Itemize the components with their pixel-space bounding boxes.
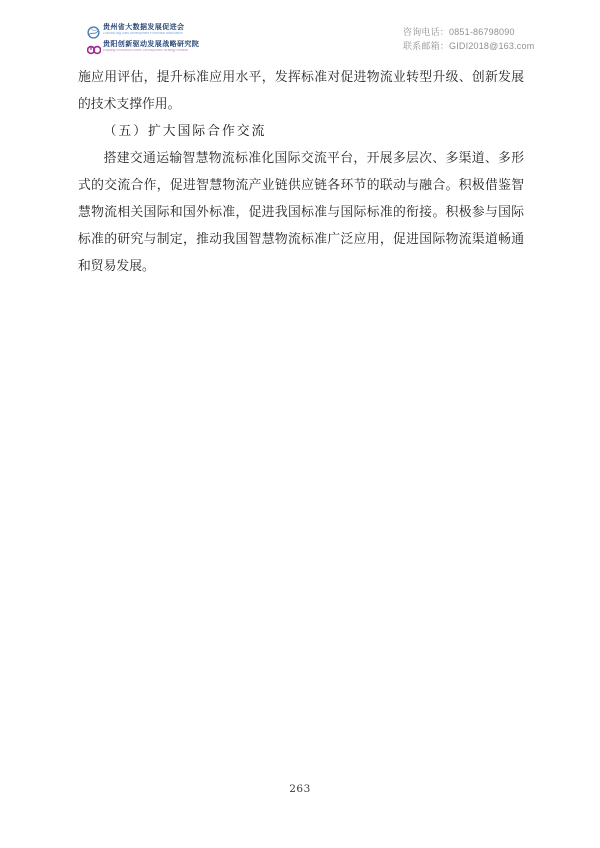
org2-subtitle: Guiyang Innovation-Driven Development Strategy Institute xyxy=(103,49,189,53)
logo-row-org2 xyxy=(87,41,258,55)
email-address: GIDI2018@163.com xyxy=(449,40,535,51)
org1-text-group xyxy=(103,24,248,38)
contact-email-line xyxy=(403,40,534,54)
paragraph-continuation: 施应用评估，提升标准应用水平，发挥标准对促进物流业转型升级、创新发展的技术支撑作用。 xyxy=(78,70,524,112)
document-body xyxy=(78,64,524,280)
org1-name: 贵州省大数据发展促进会 xyxy=(103,24,185,31)
org2-name: 贵阳创新驱动发展战略研究院 xyxy=(103,41,200,48)
logo-row-org1 xyxy=(87,24,258,38)
double-circle-go-icon xyxy=(87,41,100,54)
contact-phone-line xyxy=(403,26,534,40)
org1-subtitle: Guizhou Big Data Development Promotion Association xyxy=(103,32,183,36)
header-contact-block xyxy=(403,26,534,53)
email-label: 联系邮箱： xyxy=(403,40,450,51)
globe-ring-icon xyxy=(87,24,100,37)
phone-number: 0851-86798090 xyxy=(449,27,515,37)
phone-label: 咨询电话： xyxy=(403,27,450,37)
org2-text-group xyxy=(103,41,258,55)
page-number: 263 xyxy=(289,783,311,795)
paragraph-main: 搭建交通运输智慧物流标准化国际交流平台，开展多层次、多渠道、多形式的交流合作，促进智慧物流产业链供应链各环节的联动与融合。积极借鉴智慧物流相关国际和国外标准，促进我国标准与国际标准的衔接。积极参与国际标准的研究与制定，推动我国智慧物流标准广泛应用，促进国际物流渠道畅通和贸易发展。 xyxy=(78,151,524,274)
section-heading: （五）扩大国际合作交流 xyxy=(103,124,267,139)
header-logo-block xyxy=(87,24,258,58)
